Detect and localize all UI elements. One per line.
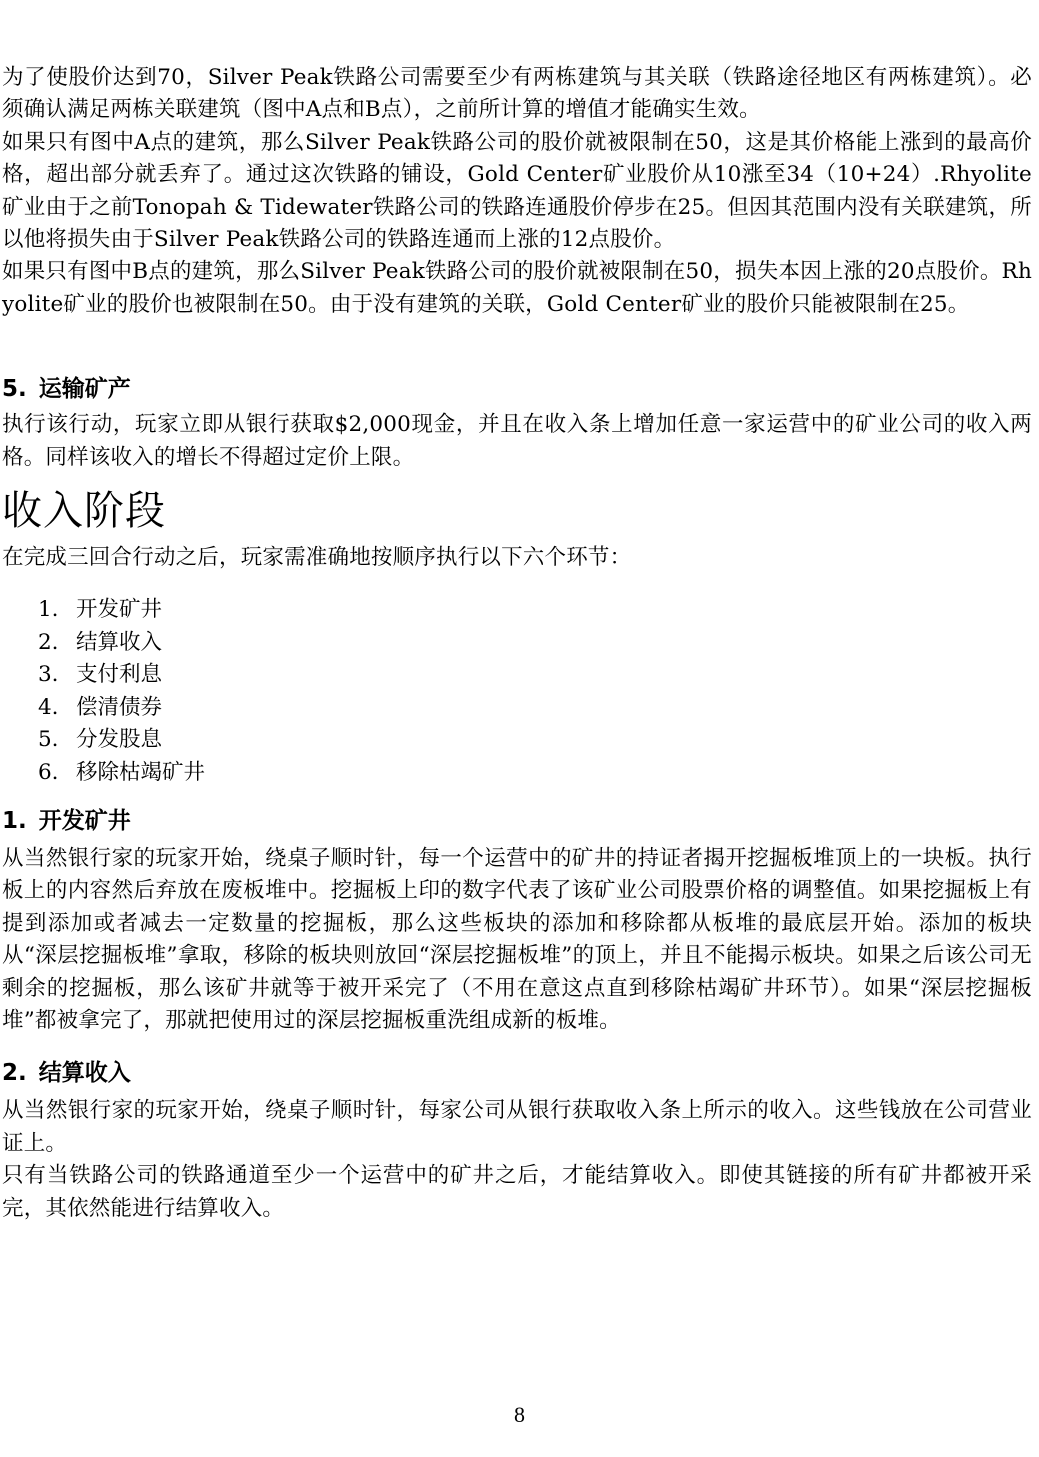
list-item [38, 627, 1032, 659]
settle-income-number: 2. [2, 1060, 27, 1087]
settle-income-title: 结算收入 [38, 1060, 131, 1087]
settle-income-heading [2, 1057, 1032, 1089]
develop-mines-title: 开发矿井 [38, 807, 131, 834]
step-number: 4. [38, 694, 59, 720]
page-number: 8 [514, 1402, 525, 1427]
step-label: 开发矿井 [76, 597, 163, 623]
intro-paragraph-2: 如果只有图中A点的建筑，那么Silver Peak铁路公司的股价就被限制在50，这是其价格能上涨到的最高价格，超出部分就丢弃了。通过这次铁路的铺设，Gold Center矿业股价从10涨至34（10+24）.Rhyolite矿业由于之前Tonopah & Tidewater铁路公司的铁路连通股价停步在25。但因其范围内没有关联建筑，所以他将损失由于Silver Peak铁路公司的铁路连通而上涨的12点股价。 [2, 129, 1032, 253]
step-label: 分发股息 [76, 727, 163, 753]
step-label: 支付利息 [76, 662, 163, 688]
income-phase-title: 收入阶段 [2, 488, 166, 535]
step-label: 偿清债券 [76, 694, 163, 720]
section-5-title: 运输矿产 [38, 376, 131, 403]
step-number: 1. [38, 597, 59, 623]
develop-mines-body: 从当然银行家的玩家开始，绕桌子顺时针，每一个运营中的矿井的持证者揭开挖掘板堆顶上的一块板。执行板上的内容然后弃放在废板堆中。挖掘板上印的数字代表了该矿业公司股票价格的调整值。如果挖掘板上有提到添加或者减去一定数量的挖掘板，那么这些板块的添加和移除都从板堆的最底层开始。添加的板块从“深层挖掘板堆”拿取，移除的板块则放回“深层挖掘板堆”的顶上，并且不能揭示板块。如果之后该公司无剩余的挖掘板，那么该矿井就等于被开采完了（不用在意这点直到移除枯竭矿井环节）。如果“深层挖掘板堆”都被拿完了，那就把使用过的深层挖掘板重洗组成新的板堆。 [2, 845, 1032, 1033]
step-label: 结算收入 [76, 629, 163, 655]
section-5-heading [2, 373, 1032, 405]
document-page [2, 62, 1032, 1225]
settle-income-body-1: 从当然银行家的玩家开始，绕桌子顺时针，每家公司从银行获取收入条上所示的收入。这些钱放在公司营业证上。 [2, 1098, 1032, 1156]
list-item [38, 692, 1032, 724]
step-number: 6. [38, 759, 59, 785]
step-number: 5. [38, 727, 59, 753]
list-item [38, 594, 1032, 626]
section-5-number: 5. [2, 376, 27, 403]
intro-paragraph-3: 如果只有图中B点的建筑，那么Silver Peak铁路公司的股价就被限制在50，损失本因上涨的20点股价。Rhyolite矿业的股价也被限制在50。由于没有建筑的关联，Gold Center矿业的股价只能被限制在25。 [2, 259, 1032, 317]
list-item [38, 659, 1032, 691]
income-phase-steps [38, 594, 1032, 788]
list-item [38, 724, 1032, 756]
section-5-body: 执行该行动，玩家立即从银行获取$2,000现金，并且在收入条上增加任意一家运营中的矿业公司的收入两格。同样该收入的增长不得超过定价上限。 [2, 412, 1032, 470]
step-number: 2. [38, 629, 59, 655]
income-phase-intro: 在完成三回合行动之后，玩家需准确地按顺序执行以下六个环节： [2, 545, 632, 571]
step-label: 移除枯竭矿井 [76, 759, 206, 785]
list-item [38, 757, 1032, 789]
develop-mines-heading [2, 805, 1032, 837]
section-spacer [2, 321, 1032, 373]
intro-paragraph-1: 为了使股价达到70，Silver Peak铁路公司需要至少有两栋建筑与其关联（铁路途径地区有两栋建筑）。必须确认满足两栋关联建筑（图中A点和B点），之前所计算的增值才能确实生效。 [2, 65, 1032, 123]
step-number: 3. [38, 662, 59, 688]
develop-mines-number: 1. [2, 807, 27, 834]
settle-income-body-2: 只有当铁路公司的铁路通道至少一个运营中的矿井之后，才能结算收入。即使其链接的所有矿井都被开采完，其依然能进行结算收入。 [2, 1163, 1032, 1221]
